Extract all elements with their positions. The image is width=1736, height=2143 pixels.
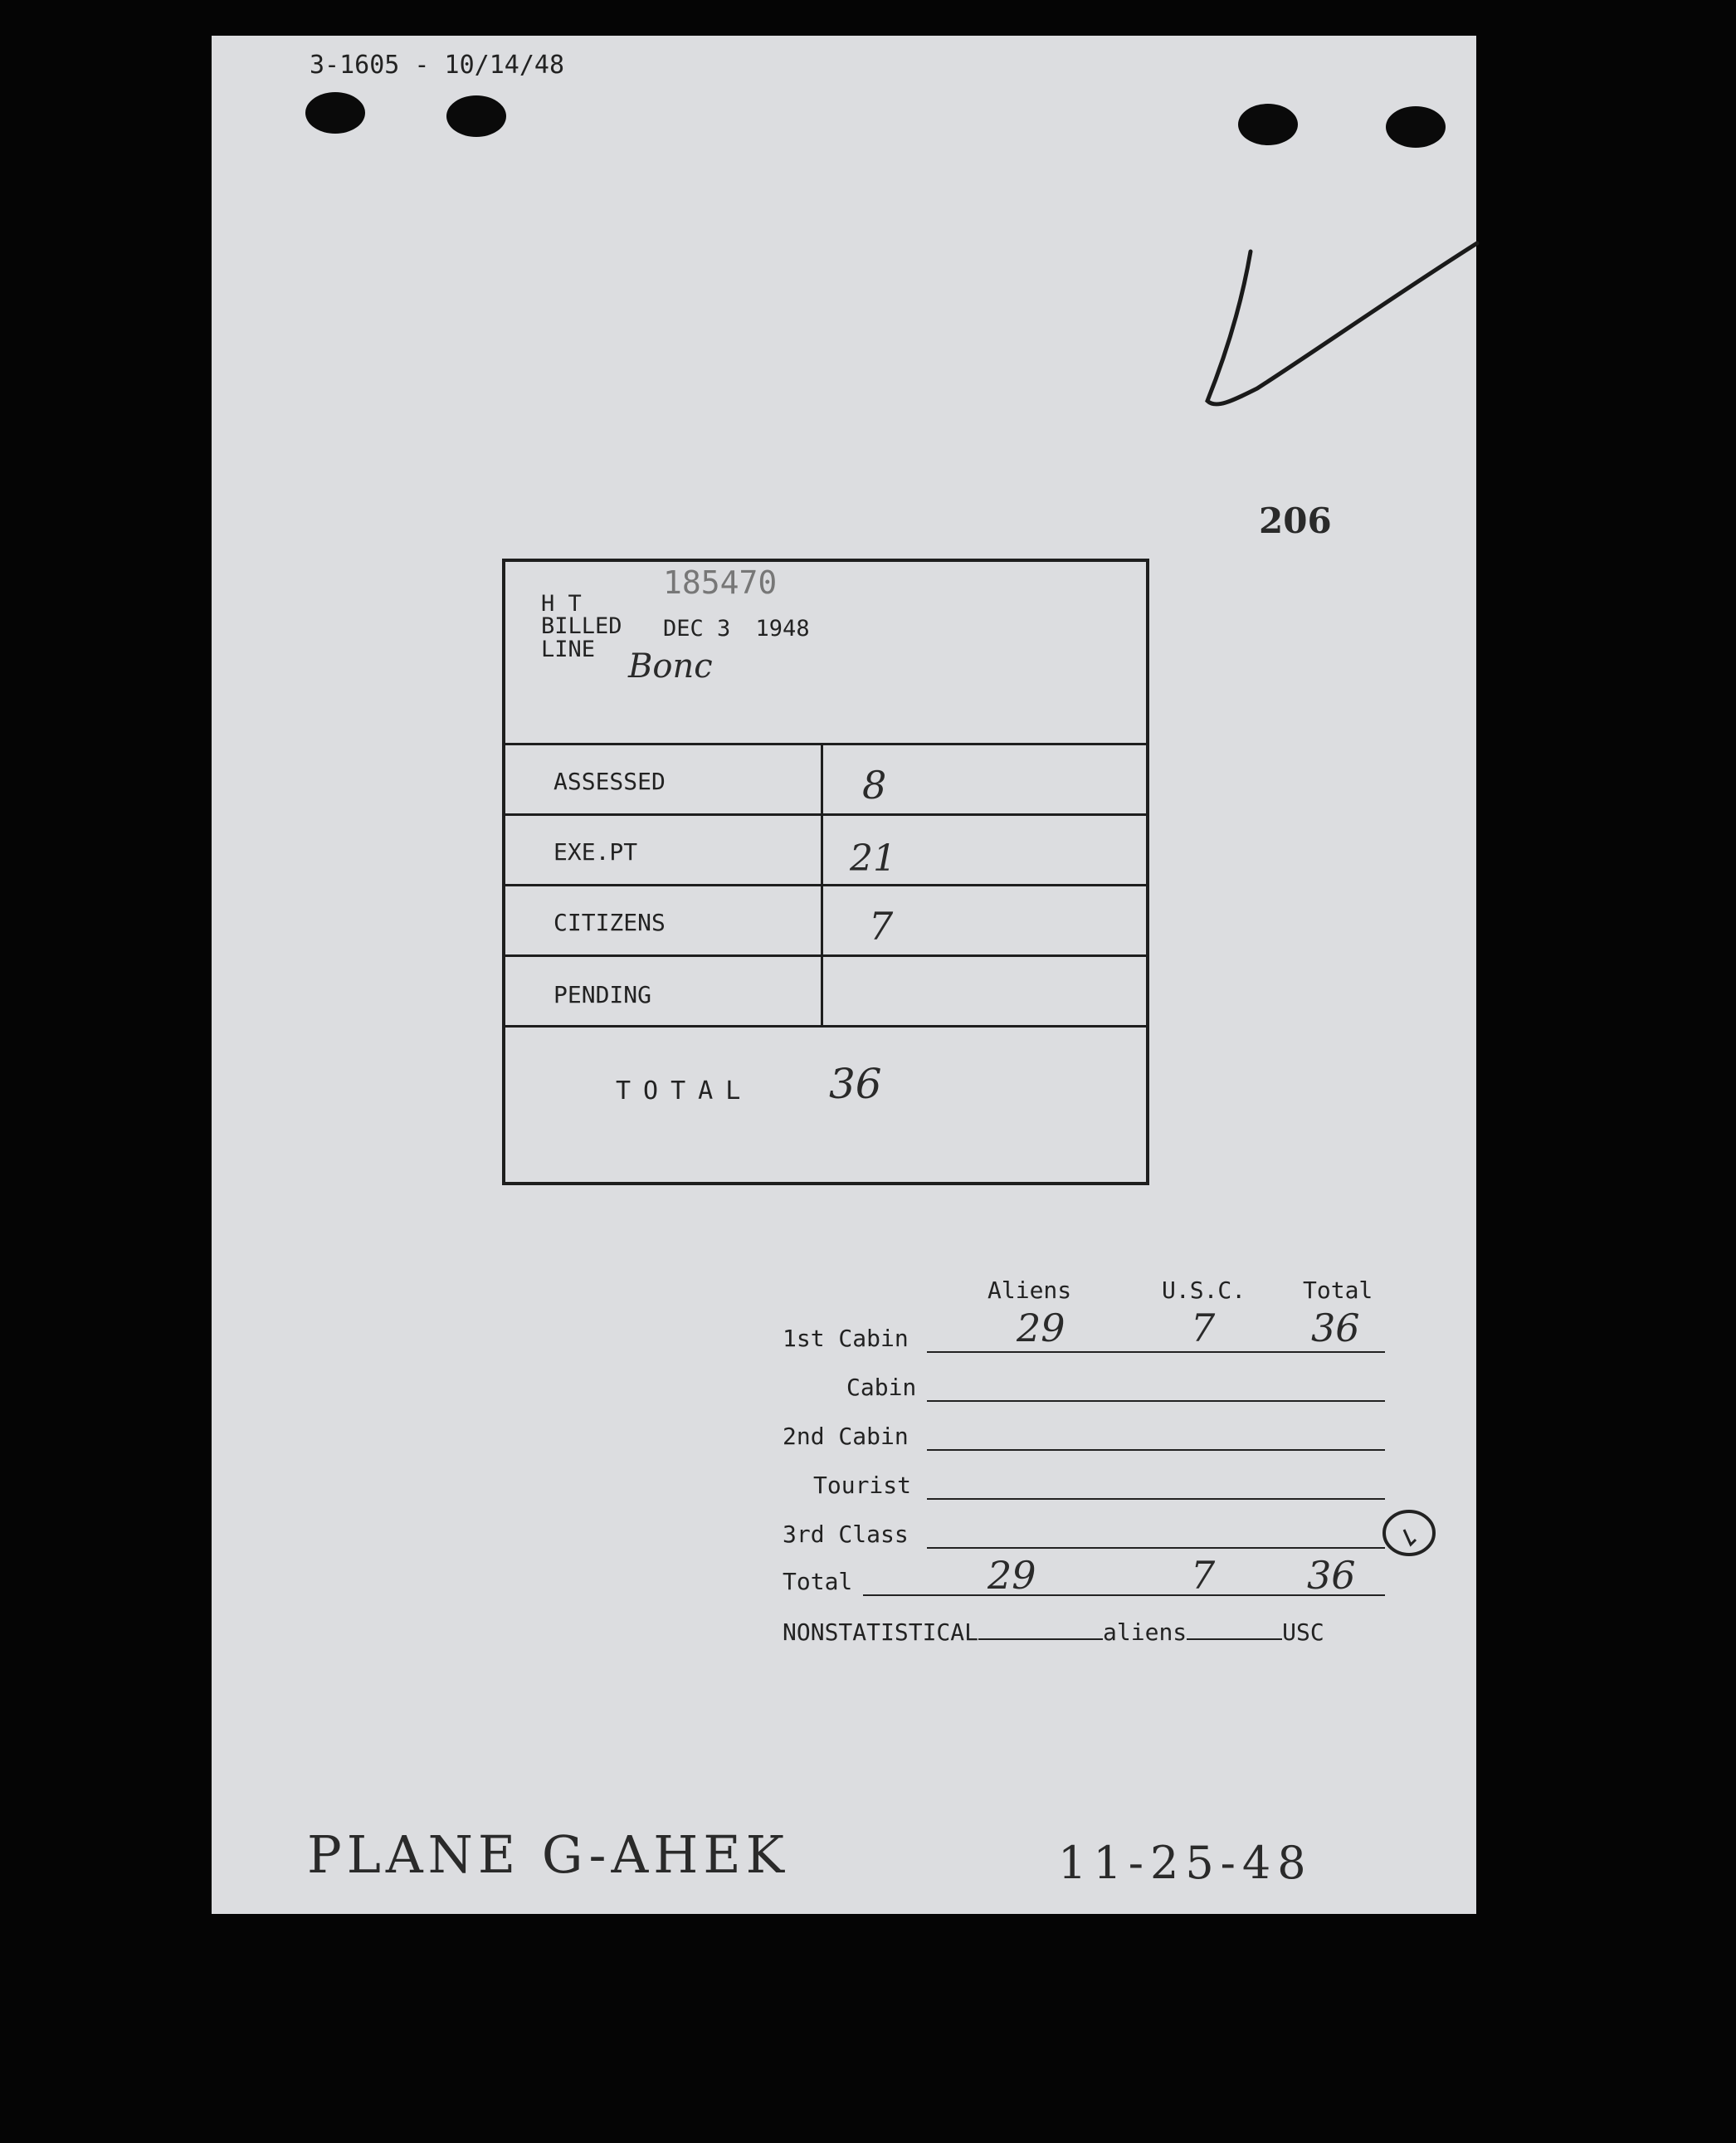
column-header-total: Total xyxy=(1303,1277,1373,1304)
manifest-row-label: Cabin xyxy=(846,1374,917,1401)
stamp-divider xyxy=(505,954,1146,957)
stamp-line-label: LINE xyxy=(541,637,596,662)
form-number: 3-1605 - 10/14/48 xyxy=(310,51,565,80)
stamp-billed-month-day: DEC 3 xyxy=(663,616,731,642)
stamp-column-divider xyxy=(821,743,823,1027)
manifest-total-label: Total xyxy=(783,1568,853,1595)
manifest-row-line xyxy=(927,1498,1385,1500)
manifest-value-aliens: 29 xyxy=(1017,1306,1065,1350)
manifest-row-line xyxy=(927,1400,1385,1402)
stamp-divider xyxy=(505,813,1146,816)
nonstatistical-aliens-label: aliens xyxy=(1103,1618,1187,1646)
stamp-line-value: Bonc xyxy=(628,647,713,686)
stamp-billed-date xyxy=(663,616,810,642)
punch-hole-1 xyxy=(305,92,365,134)
manifest-total-usc: 7 xyxy=(1191,1553,1216,1598)
manifest-value-total: 36 xyxy=(1311,1306,1360,1350)
stamp-row-label: PENDING xyxy=(553,981,652,1008)
stamp-row-label: ASSESSED xyxy=(553,768,666,795)
stamp-row-value: 8 xyxy=(862,763,887,808)
circled-mark-icon xyxy=(1379,1505,1441,1563)
stamp-divider xyxy=(505,884,1146,886)
document-page xyxy=(212,36,1476,1914)
check-mark-icon xyxy=(1191,210,1481,459)
column-header-aliens: Aliens xyxy=(987,1277,1072,1304)
column-header-usc: U.S.C. xyxy=(1162,1277,1246,1304)
stamp-row-label: CITIZENS xyxy=(553,909,666,936)
manifest-total-total: 36 xyxy=(1307,1553,1356,1598)
manifest-row-line xyxy=(927,1547,1385,1549)
stamp-billed-year: 1948 xyxy=(755,616,810,642)
manifest-row-label: 3rd Class xyxy=(783,1521,909,1548)
nonstatistical-blank xyxy=(1187,1638,1282,1640)
manifest-value-usc: 7 xyxy=(1191,1306,1216,1350)
punch-hole-3 xyxy=(1238,104,1298,145)
stamp-number: 185470 xyxy=(663,564,778,601)
nonstatistical-usc-label: USC xyxy=(1282,1618,1324,1646)
stamp-divider xyxy=(505,743,1146,745)
manifest-row-line xyxy=(927,1351,1385,1353)
nonstatistical-label: NONSTATISTICAL xyxy=(783,1618,979,1646)
page-number: 206 xyxy=(1259,500,1332,541)
stamp-ht-label: H T xyxy=(541,591,582,617)
manifest-row-label: 2nd Cabin xyxy=(783,1423,909,1450)
stamp-total-value: 36 xyxy=(829,1060,882,1108)
stamp-total-label: TOTAL xyxy=(616,1076,753,1106)
manifest-row-label: 1st Cabin xyxy=(783,1325,909,1352)
stamp-box xyxy=(502,559,1149,1185)
manifest-row-line xyxy=(927,1449,1385,1451)
date-note: 11-25-48 xyxy=(1058,1837,1313,1889)
manifest-row-label: Tourist xyxy=(813,1472,912,1499)
punch-hole-4 xyxy=(1386,106,1446,148)
stamp-billed-label: BILLED xyxy=(541,613,622,639)
stamp-divider xyxy=(505,1025,1146,1028)
nonstatistical-row xyxy=(783,1618,1324,1646)
stamp-row-value: 21 xyxy=(850,837,896,880)
stamp-row-value: 7 xyxy=(869,904,894,949)
stamp-row-label: EXE.PT xyxy=(553,838,638,866)
nonstatistical-blank xyxy=(978,1638,1103,1640)
manifest-total-aliens: 29 xyxy=(987,1553,1036,1598)
plane-note: PLANE G-AHEK xyxy=(307,1824,789,1885)
punch-hole-2 xyxy=(446,95,506,137)
